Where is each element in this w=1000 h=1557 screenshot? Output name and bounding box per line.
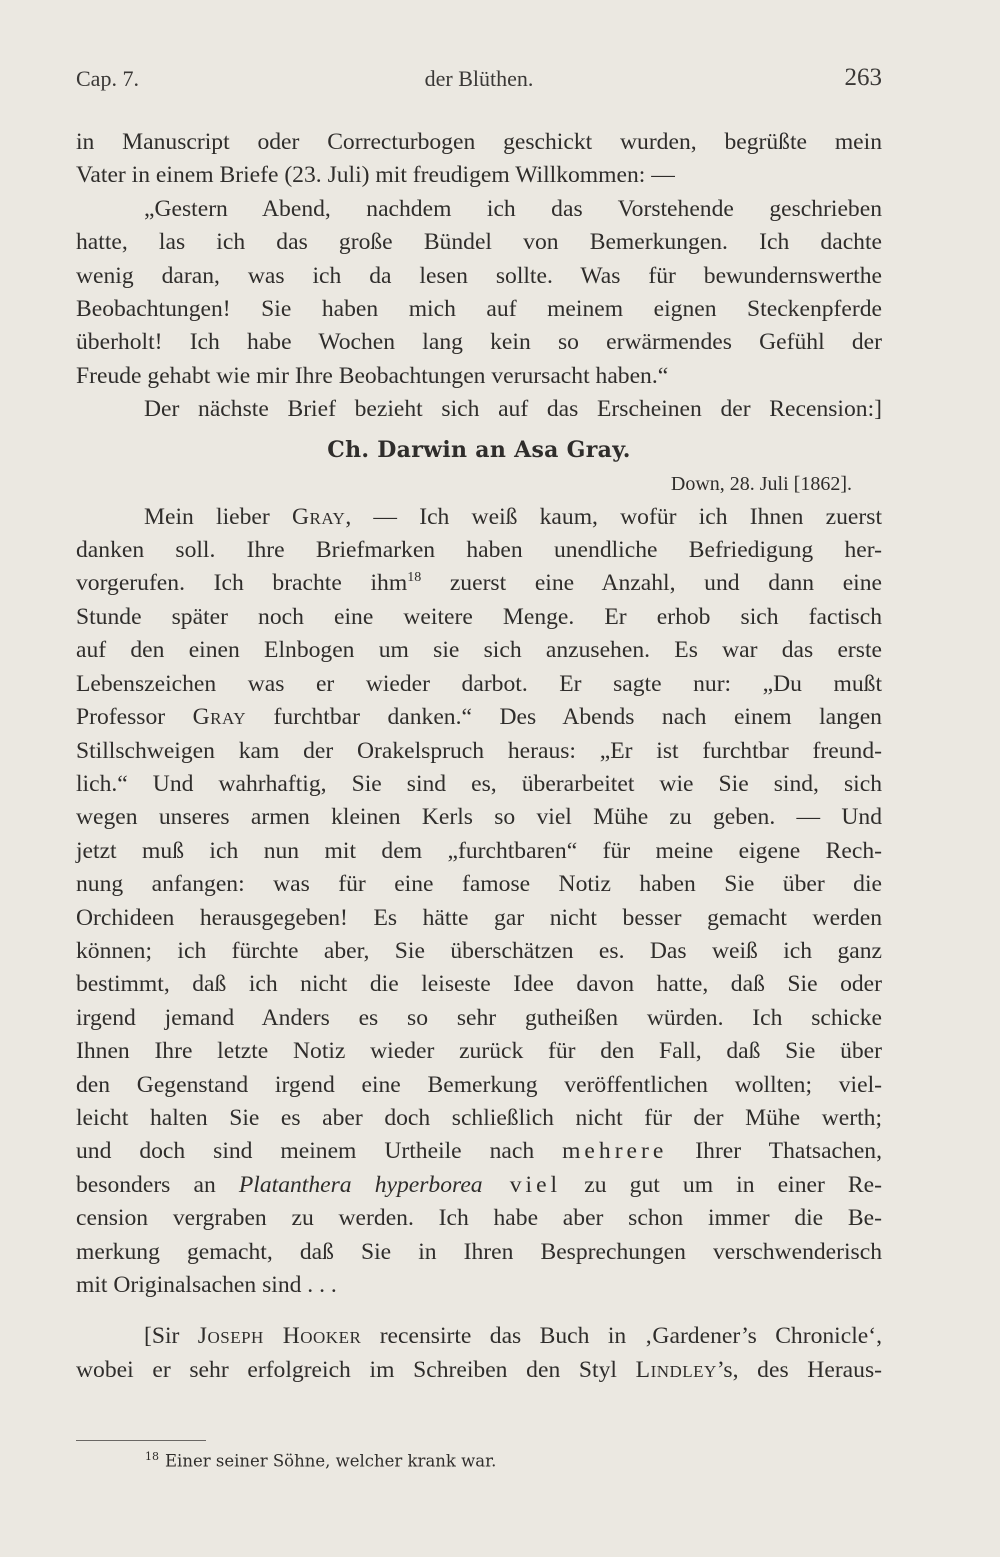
text-line: bestimmt, daß ich nicht die leiseste Idee davon hatte, daß Sie oder [76, 971, 882, 998]
text-line: Der nächste Brief bezieht sich auf das Erscheinen der Recension:] [144, 396, 882, 423]
name-gray: Gray [192, 704, 246, 731]
footnote-rule [76, 1440, 206, 1441]
text-line: Beobachtungen! Sie haben mich auf meinem eignen Steckenpferde [76, 296, 882, 323]
text-line: leicht halten Sie es aber doch schließlich nicht für der Mühe werth; [76, 1104, 882, 1131]
text-line: jetzt muß ich nun mit dem „furchtbaren“ für meine eigene Rech- [76, 837, 882, 864]
name-hooker: Joseph Hooker [197, 1323, 362, 1350]
letter-dateline: Down, 28. Juli [1862]. [670, 472, 852, 495]
running-title: der Blüthen. [424, 66, 534, 91]
text-run: und doch sind meinem Urtheile nach [76, 1138, 563, 1165]
text-line: Ihnen Ihre letzte Notiz wieder zurück für den Fall, daß Sie über [76, 1038, 882, 1065]
footnote-text: Einer seiner Söhne, welcher krank war. [165, 1451, 497, 1471]
text-run: zuerst eine Anzahl, und dann eine [421, 570, 882, 597]
text-line: lich.“ Und wahrhaftig, Sie sind es, überarbeitet wie Sie sind, sich [76, 770, 882, 797]
name-lindley: Lindley [635, 1356, 717, 1383]
text-line: wenig daran, was ich da lesen sollte. Was für bewundernswerthe [76, 262, 882, 289]
text-line: Vater in einem Briefe (23. Juli) mit freudigem Willkommen: — [76, 162, 675, 189]
footnote-mark: 18 [145, 1450, 159, 1463]
text-line: überholt! Ich habe Wochen lang kein so erwärmendes Gefühl der [76, 329, 882, 356]
species-name: Platanthera hyperborea [238, 1171, 483, 1198]
text-line: Lebenszeichen was er wieder darbot. Er sagte nur: „Du mußt [76, 670, 882, 697]
text-line: Freude gehabt wie mir Ihre Beobachtungen verursacht haben.“ [76, 362, 669, 389]
text-line: wegen unseres armen kleinen Kerls so viel Mühe zu geben. — Und [76, 804, 882, 831]
text-line: mit Originalsachen sind . . . [76, 1272, 337, 1298]
text-line: können; ich fürchte aber, Sie überschätzen es. Das weiß ich ganz [76, 937, 882, 964]
text-line: „Gestern Abend, nachdem ich das Vorstehende geschrieben [144, 195, 882, 222]
text-line [76, 1135, 882, 1168]
text-line: auf den einen Elnbogen um sie sich anzusehen. Es war das erste [76, 637, 882, 664]
chapter-label: Cap. 7. [76, 66, 139, 91]
text-line: danken soll. Ihre Briefmarken haben unendliche Befriedigung her- [76, 537, 882, 564]
page-number: 263 [844, 64, 882, 91]
text-run: , — Ich weiß kaum, wofür ich Ihnen zuerst [345, 503, 882, 530]
text-line: Stillschweigen kam der Orakelspruch heraus: „Er ist furchtbar freund- [76, 737, 882, 764]
text-run: Mein lieber [144, 503, 292, 530]
footnote [145, 1450, 496, 1471]
page-body [76, 126, 882, 1387]
text-line: merkung gemacht, daß Sie in Ihren Besprechungen verschwenderisch [76, 1238, 882, 1265]
text-line: cension vergraben zu werden. Ich habe aber schon immer die Be- [76, 1205, 882, 1232]
text-line: nung anfangen: was für eine famose Notiz haben Sie über die [76, 871, 882, 898]
running-header [76, 66, 882, 98]
text-run: [Sir [144, 1323, 198, 1350]
text-line: Orchideen herausgegeben! Es hätte gar nicht besser gemacht werden [76, 904, 882, 931]
text-run: wobei er sehr erfolgreich im Schreiben den Styl [76, 1356, 636, 1383]
text-line: hatte, las ich das große Bündel von Bemerkungen. Ich dachte [76, 229, 882, 256]
text-line [76, 1169, 882, 1202]
text-line: Stunde später noch eine weitere Menge. Er erhob sich factisch [76, 603, 882, 630]
text-line: irgend jemand Anders es so sehr gutheißen würden. Ich schicke [76, 1004, 882, 1031]
name-gray: Gray [291, 503, 346, 530]
text-line: in Manuscript oder Correcturbogen geschickt wurden, begrüßte mein [76, 129, 882, 155]
text-line [76, 701, 882, 734]
text-run: vorgerufen. Ich brachte ihm [76, 570, 408, 597]
text-line [76, 501, 882, 534]
text-line [76, 567, 882, 600]
text-line: den Gegenstand irgend eine Bemerkung veröffentlichen wollten; viel- [76, 1071, 882, 1098]
text-run: recensirte das Buch in ‚Gardener’s Chronicle‘, [361, 1323, 882, 1350]
text-run: zu gut um in einer Re- [561, 1171, 883, 1198]
text-line [76, 1354, 882, 1387]
text-run: ’s, des Heraus- [716, 1356, 882, 1383]
text-run: Professor [76, 704, 193, 731]
text-line [76, 1320, 882, 1353]
text-run: furchtbar danken.“ Des Abends nach einem langen [246, 704, 882, 731]
text-run: besonders an [76, 1171, 239, 1198]
text-run: Ihrer Thatsachen, [667, 1138, 882, 1165]
spaced-emphasis: mehrere [562, 1138, 668, 1165]
letter-heading: Ch. Darwin an Asa Gray. [327, 436, 631, 463]
footnote-ref: 18 [407, 570, 422, 586]
spaced-emphasis: viel [482, 1171, 562, 1198]
